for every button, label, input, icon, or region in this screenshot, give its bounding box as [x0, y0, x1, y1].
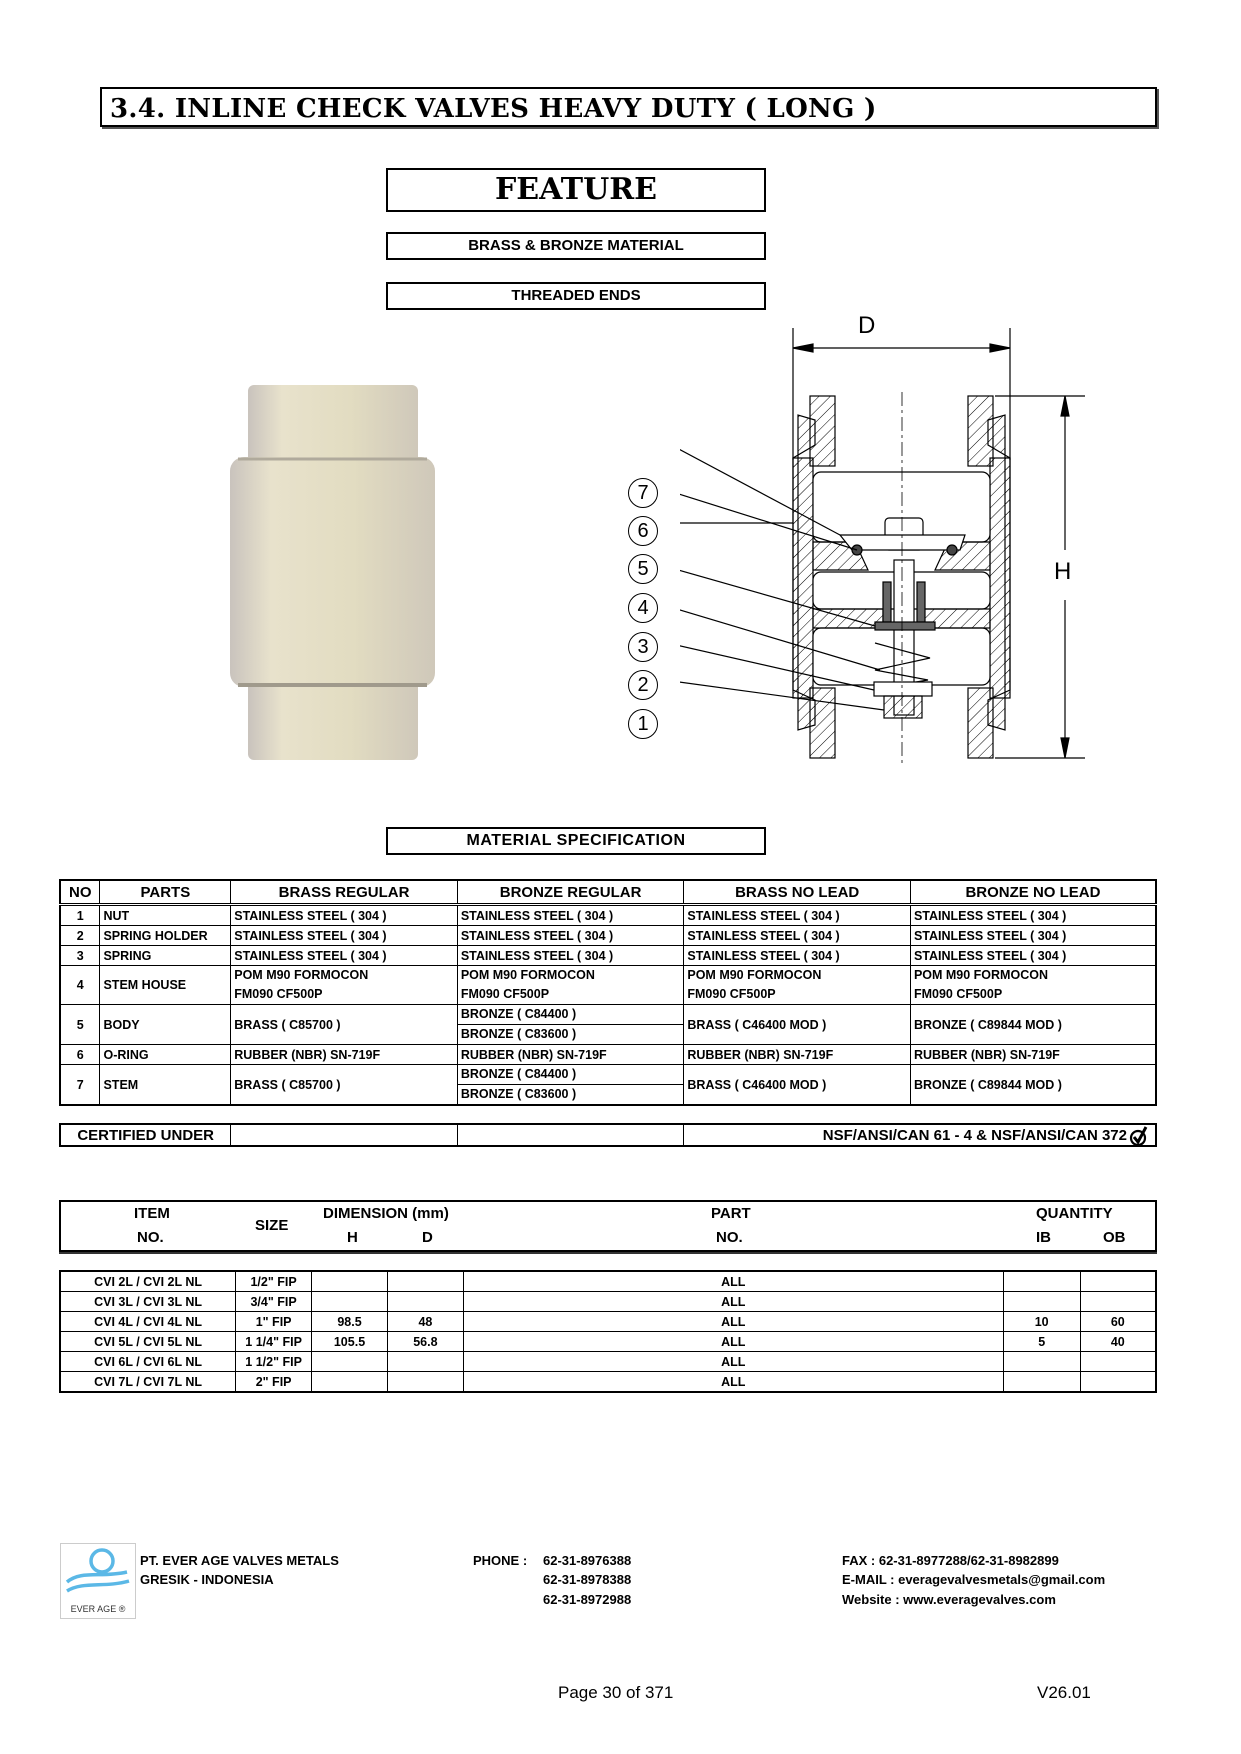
table-row: [60, 1292, 1156, 1312]
phone-label: PHONE :: [473, 1553, 528, 1568]
certified-under-label: CERTIFIED UNDER: [60, 1124, 231, 1146]
brass-regular-cell: STAINLESS STEEL ( 304 ): [231, 946, 458, 966]
part-no: ALL: [463, 1372, 1003, 1393]
size: 1 1/4" FIP: [236, 1332, 312, 1352]
dim-h: [312, 1352, 388, 1372]
dimension-label-d: D: [858, 312, 876, 339]
brass-regular-cell: RUBBER (NBR) SN-719F: [231, 1045, 458, 1065]
phone-number: 62-31-8976388: [543, 1553, 632, 1568]
part-no: 6: [60, 1045, 100, 1065]
bronze-no-lead-cell: STAINLESS STEEL ( 304 ): [910, 946, 1156, 966]
header-quantity: QUANTITY: [1036, 1205, 1113, 1222]
phone-number: 62-31-8978388: [543, 1572, 632, 1587]
size: 3/4" FIP: [236, 1292, 312, 1312]
item-no: CVI 7L / CVI 7L NL: [60, 1372, 236, 1393]
table-row: [60, 1312, 1156, 1332]
cell-line: BRONZE ( C84400 ): [460, 1007, 577, 1021]
callout-3: 3: [628, 632, 658, 662]
empty-cell: [231, 1124, 457, 1146]
part-no: 7: [60, 1065, 100, 1106]
size: 1" FIP: [236, 1312, 312, 1332]
document-version: V26.01: [1037, 1683, 1091, 1702]
part-name: NUT: [100, 905, 231, 926]
qty-ib: [1003, 1352, 1080, 1372]
qty-ib: [1003, 1271, 1080, 1292]
bronze-regular-cell: STAINLESS STEEL ( 304 ): [457, 905, 684, 926]
valve-cross-section-drawing: [680, 320, 1100, 770]
header-item-no: NO.: [137, 1229, 164, 1246]
material-spec-table: [59, 879, 1157, 1106]
qty-ib: [1003, 1372, 1080, 1393]
dim-h: [312, 1292, 388, 1312]
item-no: CVI 4L / CVI 4L NL: [60, 1312, 236, 1332]
email-address: E-MAIL : everagevalvesmetals@gmail.com: [842, 1572, 1106, 1587]
company-logo: [60, 1543, 136, 1619]
part-name: STEM: [100, 1065, 231, 1106]
qty-ib: 10: [1003, 1312, 1080, 1332]
callout-2: 2: [628, 670, 658, 700]
table-row: [60, 1065, 1156, 1106]
column-header: NO: [60, 880, 100, 905]
brass-regular-cell: [231, 966, 458, 1005]
callout-6: 6: [628, 516, 658, 546]
cell-line: FM090 CF500P: [460, 987, 550, 1001]
part-name: O-RING: [100, 1045, 231, 1065]
part-no: ALL: [463, 1352, 1003, 1372]
qty-ib: [1003, 1292, 1080, 1312]
empty-cell: [457, 1124, 683, 1146]
header-item: ITEM: [134, 1205, 170, 1222]
section-title: 3.4. INLINE CHECK VALVES HEAVY DUTY ( LONG ): [110, 94, 877, 124]
part-no: 1: [60, 905, 100, 926]
qty-ob: [1080, 1352, 1156, 1372]
cell-line: BRONZE ( C83600 ): [458, 1084, 684, 1104]
cell-line: POM M90 FORMOCON: [234, 968, 369, 982]
phone-number: 62-31-8972988: [543, 1592, 632, 1607]
bronze-no-lead-cell: [910, 966, 1156, 1005]
table-row: [60, 1372, 1156, 1393]
part-no: 3: [60, 946, 100, 966]
brass-regular-cell: BRASS ( C85700 ): [231, 1065, 458, 1106]
bronze-regular-cell: [457, 1005, 684, 1045]
header-size: SIZE: [255, 1217, 289, 1234]
dim-h: [312, 1372, 388, 1393]
size: 1/2" FIP: [236, 1271, 312, 1292]
brass-no-lead-cell: STAINLESS STEEL ( 304 ): [684, 905, 911, 926]
part-name: SPRING: [100, 946, 231, 966]
qty-ob: [1080, 1292, 1156, 1312]
certification-row: [60, 1124, 1156, 1146]
brass-no-lead-cell: BRASS ( C46400 MOD ): [684, 1065, 911, 1106]
brass-regular-cell: BRASS ( C85700 ): [231, 1005, 458, 1045]
table-header-row: [60, 880, 1156, 905]
header-d: D: [422, 1229, 433, 1246]
bronze-regular-cell: RUBBER (NBR) SN-719F: [457, 1045, 684, 1065]
brass-no-lead-cell: STAINLESS STEEL ( 304 ): [684, 946, 911, 966]
dim-h: 105.5: [312, 1332, 388, 1352]
part-no: 2: [60, 926, 100, 946]
cell-line: FM090 CF500P: [913, 987, 1003, 1001]
dimension-table: [59, 1270, 1157, 1393]
brass-no-lead-cell: BRASS ( C46400 MOD ): [684, 1005, 911, 1045]
part-no: ALL: [463, 1271, 1003, 1292]
brass-regular-cell: STAINLESS STEEL ( 304 ): [231, 905, 458, 926]
table-row: [60, 946, 1156, 966]
bronze-regular-cell: [457, 966, 684, 1005]
dimension-label-h: H: [1054, 558, 1072, 585]
table-row: [60, 1271, 1156, 1292]
column-header: BRASS REGULAR: [231, 880, 458, 905]
brass-no-lead-cell: STAINLESS STEEL ( 304 ): [684, 926, 911, 946]
table-row: [60, 1005, 1156, 1045]
size: 2" FIP: [236, 1372, 312, 1393]
item-no: CVI 5L / CVI 5L NL: [60, 1332, 236, 1352]
callout-5: 5: [628, 554, 658, 584]
callout-7: 7: [628, 478, 658, 508]
feature-item-material: BRASS & BRONZE MATERIAL: [386, 232, 766, 260]
cell-line: POM M90 FORMOCON: [687, 968, 822, 982]
part-name: SPRING HOLDER: [100, 926, 231, 946]
qty-ob: [1080, 1372, 1156, 1393]
table-row: [60, 1045, 1156, 1065]
header-ob: OB: [1103, 1229, 1126, 1246]
bronze-no-lead-cell: STAINLESS STEEL ( 304 ): [910, 905, 1156, 926]
certified-check-icon: [1129, 1125, 1149, 1147]
column-header: BRONZE REGULAR: [457, 880, 684, 905]
dim-d: [387, 1271, 463, 1292]
bronze-no-lead-cell: BRONZE ( C89844 MOD ): [910, 1065, 1156, 1106]
cell-line: BRONZE ( C83600 ): [458, 1024, 684, 1044]
column-header: PARTS: [100, 880, 231, 905]
feature-item-ends: THREADED ENDS: [386, 282, 766, 310]
header-part: PART: [711, 1205, 751, 1222]
dim-d: 56.8: [387, 1332, 463, 1352]
table-row: [60, 1352, 1156, 1372]
dim-d: [387, 1292, 463, 1312]
brass-regular-cell: STAINLESS STEEL ( 304 ): [231, 926, 458, 946]
part-no: ALL: [463, 1292, 1003, 1312]
page-number: Page 30 of 371: [558, 1683, 674, 1702]
size: 1 1/2" FIP: [236, 1352, 312, 1372]
part-no: 4: [60, 966, 100, 1005]
column-header: BRONZE NO LEAD: [910, 880, 1156, 905]
certification-cell: [684, 1124, 1156, 1146]
logo-text: EVER AGE ®: [70, 1604, 126, 1614]
item-no: CVI 6L / CVI 6L NL: [60, 1352, 236, 1372]
company-name: PT. EVER AGE VALVES METALS: [140, 1553, 339, 1568]
cell-line: FM090 CF500P: [234, 987, 323, 1001]
feature-heading-box: [386, 168, 766, 212]
bronze-regular-cell: [457, 1065, 684, 1106]
part-no: 5: [60, 1005, 100, 1045]
header-dimension: DIMENSION (mm): [323, 1205, 449, 1222]
qty-ob: 60: [1080, 1312, 1156, 1332]
cell-line: POM M90 FORMOCON: [913, 968, 1048, 982]
dim-d: [387, 1352, 463, 1372]
callout-1: 1: [628, 709, 658, 739]
cell-line: POM M90 FORMOCON: [460, 968, 595, 982]
table-row: [60, 1332, 1156, 1352]
material-spec-heading: MATERIAL SPECIFICATION: [386, 827, 766, 855]
certification-standard: NSF/ANSI/CAN 61 - 4 & NSF/ANSI/CAN 372: [822, 1126, 1127, 1144]
dim-d: [387, 1372, 463, 1393]
part-no: ALL: [463, 1312, 1003, 1332]
dim-d: 48: [387, 1312, 463, 1332]
table-row: [60, 926, 1156, 946]
valve-product-photo: [230, 385, 455, 760]
dim-h: 98.5: [312, 1312, 388, 1332]
bronze-no-lead-cell: RUBBER (NBR) SN-719F: [910, 1045, 1156, 1065]
qty-ob: [1080, 1271, 1156, 1292]
website-url: Website : www.everagevalves.com: [842, 1592, 1056, 1607]
header-h: H: [347, 1229, 358, 1246]
dim-h: [312, 1271, 388, 1292]
bronze-regular-cell: STAINLESS STEEL ( 304 ): [457, 946, 684, 966]
section-title-box: [100, 87, 1157, 127]
table-row: [60, 966, 1156, 1005]
qty-ib: 5: [1003, 1332, 1080, 1352]
part-no: ALL: [463, 1332, 1003, 1352]
item-no: CVI 3L / CVI 3L NL: [60, 1292, 236, 1312]
callout-4: 4: [628, 593, 658, 623]
part-name: STEM HOUSE: [100, 966, 231, 1005]
header-part-no: NO.: [716, 1229, 743, 1246]
company-location: GRESIK - INDONESIA: [140, 1572, 274, 1587]
cell-line: BRONZE ( C84400 ): [460, 1067, 577, 1081]
item-no: CVI 2L / CVI 2L NL: [60, 1271, 236, 1292]
brass-no-lead-cell: [684, 966, 911, 1005]
fax-number: FAX : 62-31-8977288/62-31-8982899: [842, 1553, 1059, 1568]
wave-logo-icon: [61, 1544, 135, 1602]
brass-no-lead-cell: RUBBER (NBR) SN-719F: [684, 1045, 911, 1065]
column-header: BRASS NO LEAD: [684, 880, 911, 905]
table-row: [60, 905, 1156, 926]
header-ib: IB: [1036, 1229, 1051, 1246]
bronze-no-lead-cell: BRONZE ( C89844 MOD ): [910, 1005, 1156, 1045]
part-name: BODY: [100, 1005, 231, 1045]
certification-table: [59, 1123, 1157, 1147]
cell-line: FM090 CF500P: [687, 987, 776, 1001]
dimension-table-header: [59, 1200, 1157, 1252]
qty-ob: 40: [1080, 1332, 1156, 1352]
bronze-no-lead-cell: STAINLESS STEEL ( 304 ): [910, 926, 1156, 946]
bronze-regular-cell: STAINLESS STEEL ( 304 ): [457, 926, 684, 946]
feature-heading: FEATURE: [494, 172, 658, 207]
